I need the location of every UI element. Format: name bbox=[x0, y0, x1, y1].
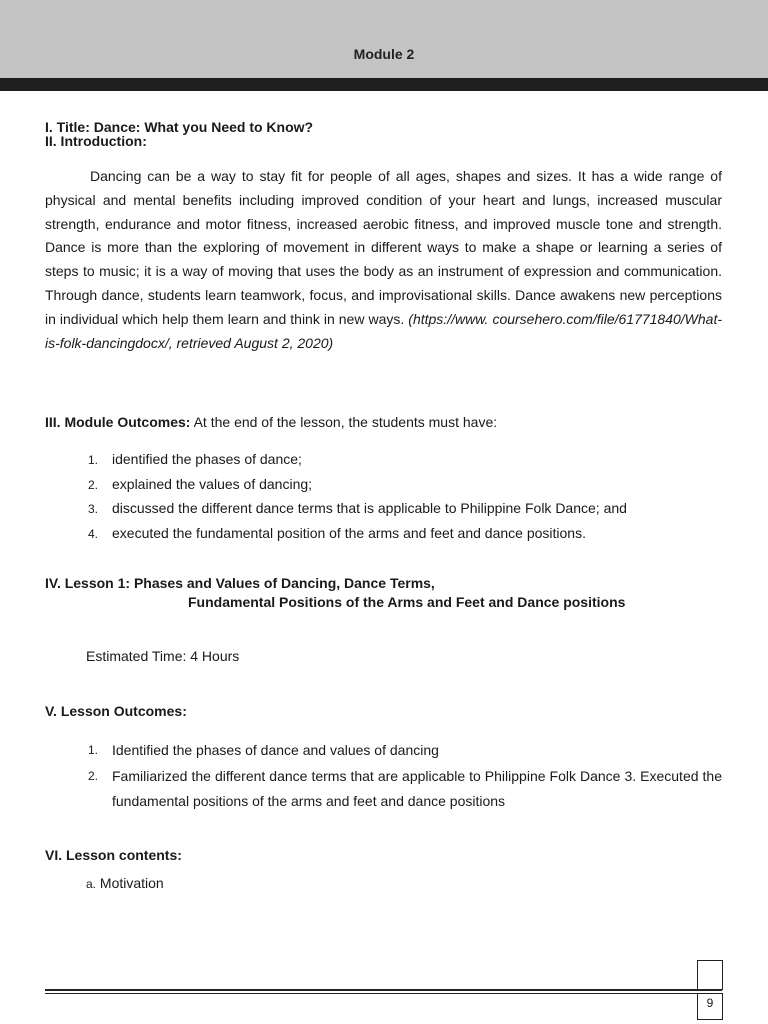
list-item bbox=[88, 475, 627, 501]
list-number: 1. bbox=[88, 453, 99, 467]
list-text: explained the values of dancing; bbox=[112, 475, 313, 492]
module-outcomes-heading: III. Module Outcomes: bbox=[45, 414, 191, 430]
lesson-outcomes-list bbox=[88, 738, 722, 815]
lesson-contents-item bbox=[86, 875, 164, 893]
estimated-time: Estimated Time: 4 Hours bbox=[86, 648, 240, 664]
header-band bbox=[0, 0, 768, 78]
introduction-citation: (https://www. coursehero.com/file/61771840/What-is-folk-dancingdocx/, retrieved August 2, 2020) bbox=[45, 310, 723, 351]
lesson-heading: IV. Lesson 1: Phases and Values of Dancing, Dance Terms, bbox=[45, 575, 435, 591]
list-item bbox=[88, 764, 722, 815]
module-outcomes-line bbox=[45, 414, 497, 431]
module-outcomes-lead: At the end of the lesson, the students must have: bbox=[193, 414, 498, 430]
module-outcomes-list bbox=[88, 451, 627, 549]
list-text: Motivation bbox=[99, 875, 164, 891]
introduction-body: Dancing can be a way to stay fit for people of all ages, shapes and sizes. It has a wide range of physical and mental benefits including improved condition of your heart and lungs, increased muscular strength, endurance and motor fitness, increased aerobic fitness, and improved muscle tone and strength. Dance is more than the exploring of movement in different ways to make a shape or learning a series of steps to music; it is a way of moving that uses the body as an instrument of expression and communication. Through dance, students learn teamwork, focus, and improvisational skills. Dance awakens new perceptions in individual which help them learn and think in new ways. bbox=[45, 168, 722, 327]
introduction-heading: II. Introduction: bbox=[45, 133, 147, 149]
list-item bbox=[88, 500, 627, 525]
list-item bbox=[88, 451, 627, 476]
list-text: identified the phases of dance; bbox=[112, 451, 302, 467]
list-item bbox=[88, 738, 722, 764]
document-title: I. Title: Dance: What you Need to Know? bbox=[45, 119, 314, 135]
list-number: 1. bbox=[88, 743, 99, 757]
list-text: discussed the different dance terms that is applicable to Philippine Folk Dance; and bbox=[112, 500, 627, 516]
list-number: 2. bbox=[88, 768, 99, 783]
lesson-contents-heading: VI. Lesson contents: bbox=[45, 847, 182, 863]
header-rule bbox=[0, 78, 768, 91]
lesson-outcomes-heading: V. Lesson Outcomes: bbox=[45, 703, 187, 719]
page-number-box-top bbox=[697, 960, 723, 990]
list-text: executed the fundamental position of the arms and feet and dance positions. bbox=[112, 524, 586, 541]
lesson-subheading: Fundamental Positions of the Arms and Feet and Dance positions bbox=[188, 594, 626, 610]
module-title: Module 2 bbox=[353, 46, 415, 62]
list-number: 3. bbox=[88, 502, 99, 516]
introduction-paragraph bbox=[45, 165, 722, 355]
list-letter: a. bbox=[86, 877, 97, 891]
page-number: 9 bbox=[706, 996, 714, 1010]
list-text: Identified the phases of dance and values of dancing bbox=[112, 742, 439, 758]
footer-rule-thin bbox=[45, 993, 722, 994]
footer-rule bbox=[45, 989, 722, 991]
list-number: 2. bbox=[88, 477, 99, 492]
list-item bbox=[88, 524, 627, 550]
list-text: Familiarized the different dance terms that are applicable to Philippine Folk Dance 3. Executed the fundamental positions of the arms and feet and dance positions bbox=[112, 767, 722, 809]
list-number: 4. bbox=[88, 526, 99, 541]
